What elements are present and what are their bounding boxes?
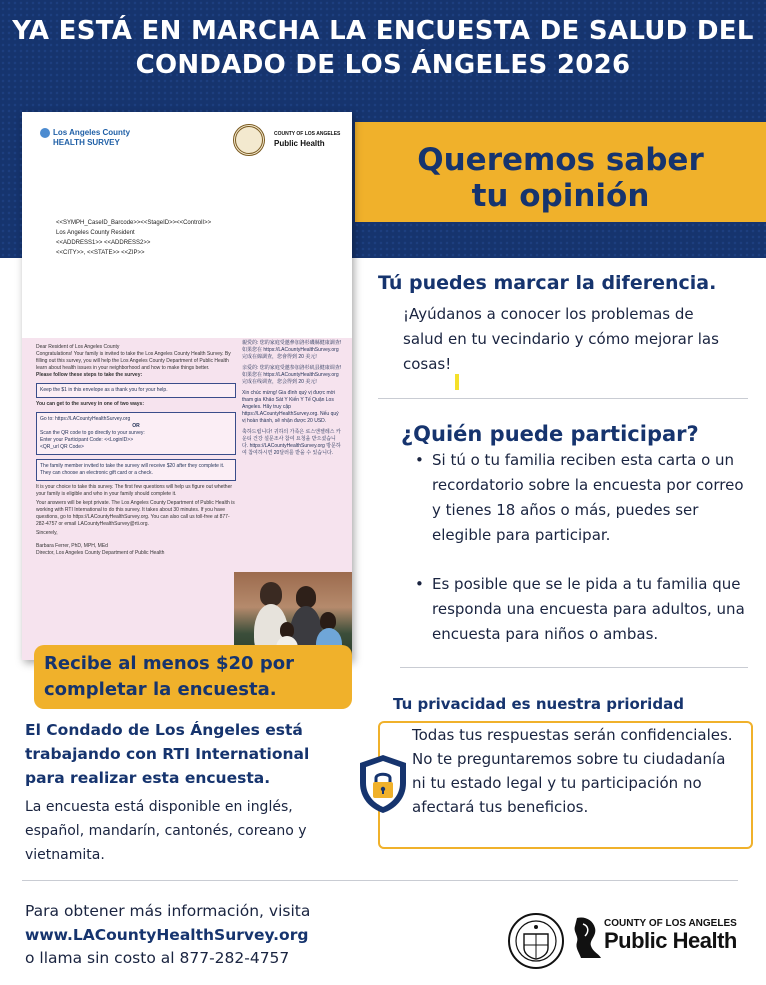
letter-translation-zh-simp: 亲爱的: 您的家庭受邀参加洛杉矶县健康调查! 如果您在 https://LACountyHealthSurvey.org 完成在线调查，您会得到 20 美元! — [242, 365, 342, 385]
letter-ph-line-1: COUNTY OF LOS ANGELES — [274, 131, 341, 137]
list-item: • Si tú o tu familia reciben esta carta o un recordatorio sobre la encuesta por correo y tienes 18 años o más, puedes ser elegible para participar. — [413, 448, 748, 548]
letter-logo-line-2: HEALTH SURVEY — [53, 138, 120, 147]
letter-body — [36, 344, 236, 557]
letter-ways-title: You can get to the survey in one of two ways: — [36, 401, 144, 407]
letter-intro: Congratulations! Your family is invited to take the Los Angeles County Health Survey. By filling out this survey, you will help the Los Angeles County Department of Public Health learn about health issues in your neighborhood and how to make things better. — [36, 351, 231, 371]
footer-info-text: Para obtener más información, visita — [25, 902, 311, 920]
letter-translation-zh-trad: 親愛的: 您的家庭受邀參加洛杉磯縣健康調查! 如果您在 https://LACountyHealthSurvey.org 完成在線調查，您會得到 20 美元! — [242, 340, 342, 360]
letter-step-1: Keep the $1 in this envelope as a thank you for your help. — [36, 383, 236, 398]
county-seal-icon — [507, 912, 565, 970]
letter-ways-box — [36, 412, 236, 455]
letter-private: Your answers will be kept private. The Los Angeles County Department of Public Health is working with RTI International to do this survey. It takes about 30 minutes. If you have questions, go to https://LACountyHealthSurvey.org. You can also call us toll-free at 877-282-4757 or email LACountyHealthSurvey@rti.org. — [36, 500, 235, 527]
footer-phone-text: o llama sin costo al 877-282-4757 — [25, 949, 290, 967]
footer-divider — [22, 880, 738, 881]
headline — [0, 14, 766, 82]
sample-letter-image — [22, 112, 352, 660]
section-divider — [400, 667, 748, 668]
county-seal-icon — [233, 124, 265, 156]
letter-translation-vi: Xin chúc mừng! Gia đình quý vị được mời tham gia Khảo Sát Y Kiến Y Tế Quận Los Angeles. Hãy truy cập https://LACountyHealthSurvey.org. Nếu quý vị hoàn thành, sẽ nhận được 20 USD. — [242, 390, 339, 424]
privacy-text: Todas tus respuestas serán confidenciales. No te preguntaremos sobre tu ciudadanía ni tu estado legal y tu participación no afectará tus beneficios. — [412, 726, 733, 816]
address-line: <<CITY>>, <<STATE>> <<ZIP>> — [56, 250, 145, 256]
address-line: <<ADDRESS1>> <<ADDRESS2>> — [56, 240, 151, 246]
difference-text: ¡Ayúdanos a conocer los problemas de salud en tu vecindario y cómo mejorar las cosas! — [403, 305, 719, 373]
letter-choice: It is your choice to take this survey. The first few questions will help us figure out whether your family is eligible and who in your family should complete it. — [36, 484, 233, 497]
headline-line-2: CONDADO DE LOS ÁNGELES 2026 — [135, 50, 631, 80]
letter-address-block — [56, 218, 211, 258]
letter-translations — [242, 340, 342, 457]
reward-badge-text — [44, 651, 344, 703]
letter-sincerely: Sincerely, — [36, 530, 58, 536]
banner-title — [355, 142, 766, 214]
who-title: ¿Quién puede participar? — [401, 422, 699, 446]
letter-or: OR — [132, 423, 140, 429]
footer-ph-big-text: Public Health — [604, 928, 737, 953]
section-divider — [378, 398, 748, 399]
banner-line-2: tu opinión — [471, 178, 650, 214]
letter-steps-title: Please follow these steps to take the survey: — [36, 372, 143, 378]
address-line: Los Angeles County Resident — [56, 230, 135, 236]
la-partner-title: El Condado de Los Ángeles está trabajando con RTI International para realizar esta encuesta. — [25, 721, 310, 787]
privacy-title: Tu privacidad es nuestra prioridad — [393, 695, 684, 713]
letter-public-health-logo — [274, 128, 340, 148]
letter-qr: <QR_url QR Code> — [40, 444, 84, 450]
letter-reward: The family member invited to take the survey will receive $20 after they complete it. They can choose an electronic gift card or a check. — [36, 459, 236, 481]
opinion-banner — [355, 122, 766, 222]
languages-text: La encuesta está disponible en inglés, español, mandarín, cantonés, coreano y vietnamita. — [25, 799, 307, 863]
lock-shield-icon — [357, 753, 409, 815]
address-line: <<SYMPH_CaseID_Barcode>><<StageID>><<ControlI>> — [56, 220, 212, 226]
letter-greeting: Dear Resident of Los Angeles County — [36, 344, 120, 350]
letter-survey-logo — [40, 128, 130, 147]
letter-signer-title: Director, Los Angeles County Department of Public Health — [36, 550, 165, 556]
text-cursor-highlight — [455, 374, 459, 390]
footer-website-link[interactable]: www.LACountyHealthSurvey.org — [25, 926, 309, 944]
reward-badge — [34, 645, 352, 709]
reward-line-2: completar la encuesta. — [44, 679, 277, 700]
list-item: • Es posible que se le pida a tu familia que responda una encuesta para adultos, una encuesta para niños o ambas. — [413, 572, 748, 647]
letter-ph-line-2: Public Health — [274, 139, 325, 148]
difference-title: Tú puedes marcar la diferencia. — [378, 272, 717, 294]
letter-translation-ko: 축하드립니다! 귀하의 가족은 로스앤젤레스 카운티 건강 설문조사 참여 요청을 받으셨습니다. https://LACountyHealthSurvey.org 방문하여 참여하시면 20달러를 받을 수 있습니다. — [242, 429, 341, 456]
eligibility-list — [413, 448, 748, 647]
letter-goto: Go to: https://LACountyHealthSurvey.org — [40, 416, 131, 422]
letter-code: Enter your Participant Code: <<LoginID>> — [40, 437, 134, 443]
letter-scan: Scan the QR code to go directly to your survey: — [40, 430, 145, 436]
reward-line-1: Recibe al menos $20 por — [44, 653, 294, 674]
letter-signer: Barbara Ferrer, PhD, MPH, MEd — [36, 543, 108, 549]
banner-line-1: Queremos saber — [417, 142, 704, 178]
globe-icon — [40, 128, 50, 138]
footer-ph-small-text: COUNTY OF LOS ANGELES — [604, 918, 737, 929]
headline-line-1: YA ESTÁ EN MARCHA LA ENCUESTA DE SALUD DEL — [12, 16, 754, 46]
letter-logo-line-1: Los Angeles County — [53, 128, 131, 138]
